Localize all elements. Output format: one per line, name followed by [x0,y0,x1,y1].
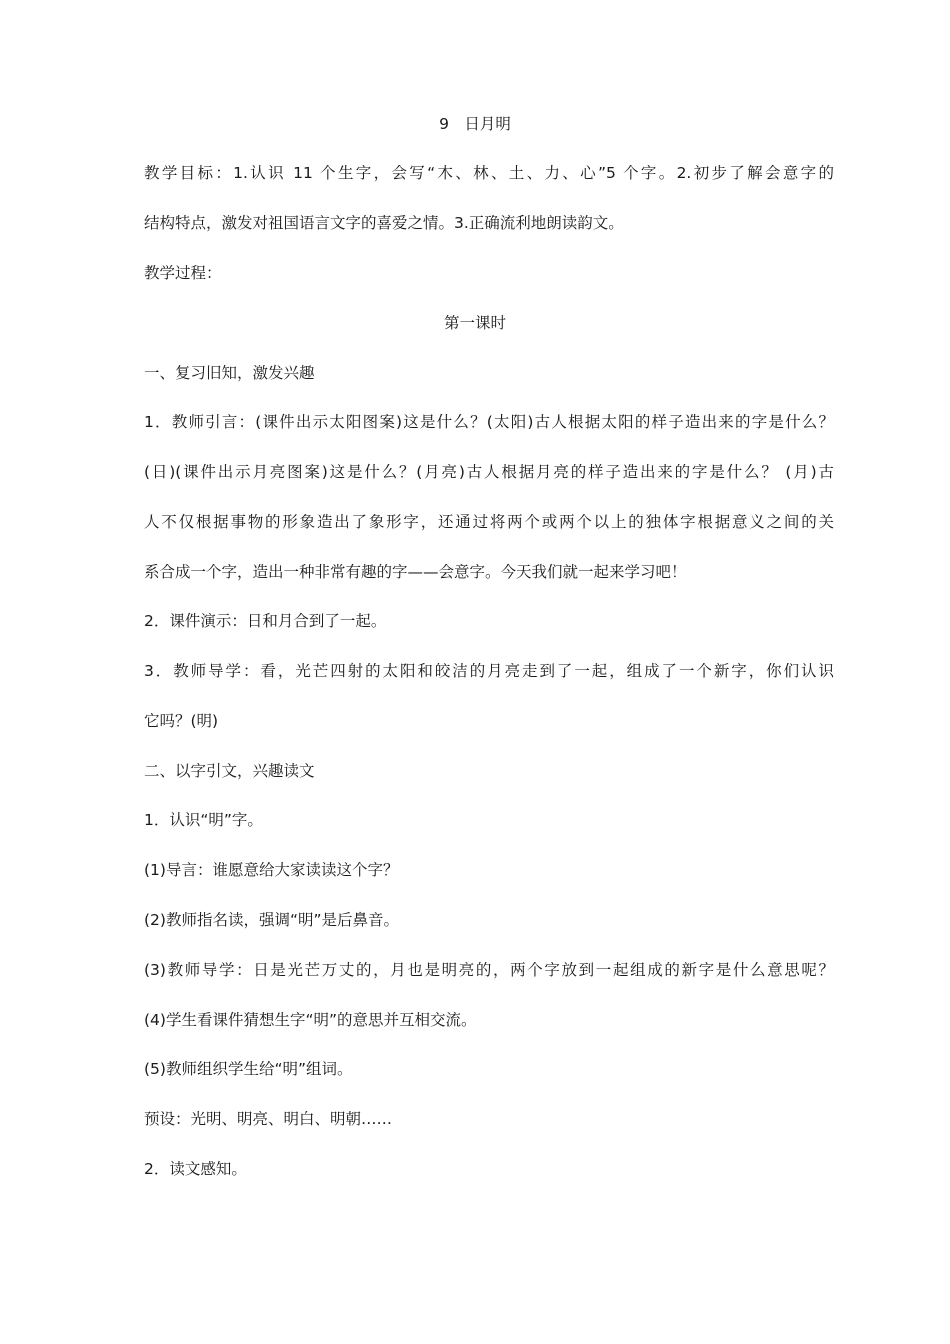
text-line: 结构特点，激发对祖国语言文字的喜爱之情。3.正确流利地朗读韵文。 [144,214,624,232]
text-line: (4)学生看课件猜想生字“明”的意思并互相交流。 [144,1011,477,1029]
text-line: (5)教师组织学生给“明”组词。 [144,1060,353,1078]
text-line: 系合成一个字，造出一种非常有趣的字——会意字。今天我们就一起来学习吧！ [144,563,687,581]
text-line: 2．读文感知。 [144,1160,247,1178]
lesson-title: 9 日月明 [439,115,511,133]
text-line: 1．教师引言：(课件出示太阳图案)这是什么？(太阳)古人根据太阳的样子造出来的字是什么？ [144,413,834,431]
text-line: 人不仅根据事物的形象造出了象形字，还通过将两个或两个以上的独体字根据意义之间的关 [144,513,834,531]
section-heading: 二、以字引文，兴趣读文 [144,762,315,780]
text-line: (2)教师指名读，强调“明”是后鼻音。 [144,911,400,929]
text-line: 它吗？(明) [144,712,219,730]
text-line: 1．认识“明”字。 [144,811,263,829]
text-line: (1)导言：谁愿意给大家读读这个字？ [144,861,399,879]
text-line: 3．教师导学：看，光芒四射的太阳和皎洁的月亮走到了一起，组成了一个新字，你们认识 [144,662,834,680]
text-line: 预设：光明、明亮、明白、明朝…… [144,1110,393,1128]
section-heading: 教学过程： [144,264,222,282]
text-line: 2．课件演示：日和月合到了一起。 [144,612,387,630]
text-line: 教学目标：1.认识 11 个生字，会写“木、林、土、力、心”5 个字。2.初步了解会意字的 [144,164,834,182]
text-line: (3)教师导学：日是光芒万丈的，月也是明亮的，两个字放到一起组成的新字是什么意思呢？ [144,961,834,979]
text-line: (日)(课件出示月亮图案)这是什么？(月亮)古人根据月亮的样子造出来的字是什么？ (月)古 [144,463,834,481]
period-heading: 第一课时 [443,314,506,332]
section-heading: 一、复习旧知，激发兴趣 [144,364,315,382]
